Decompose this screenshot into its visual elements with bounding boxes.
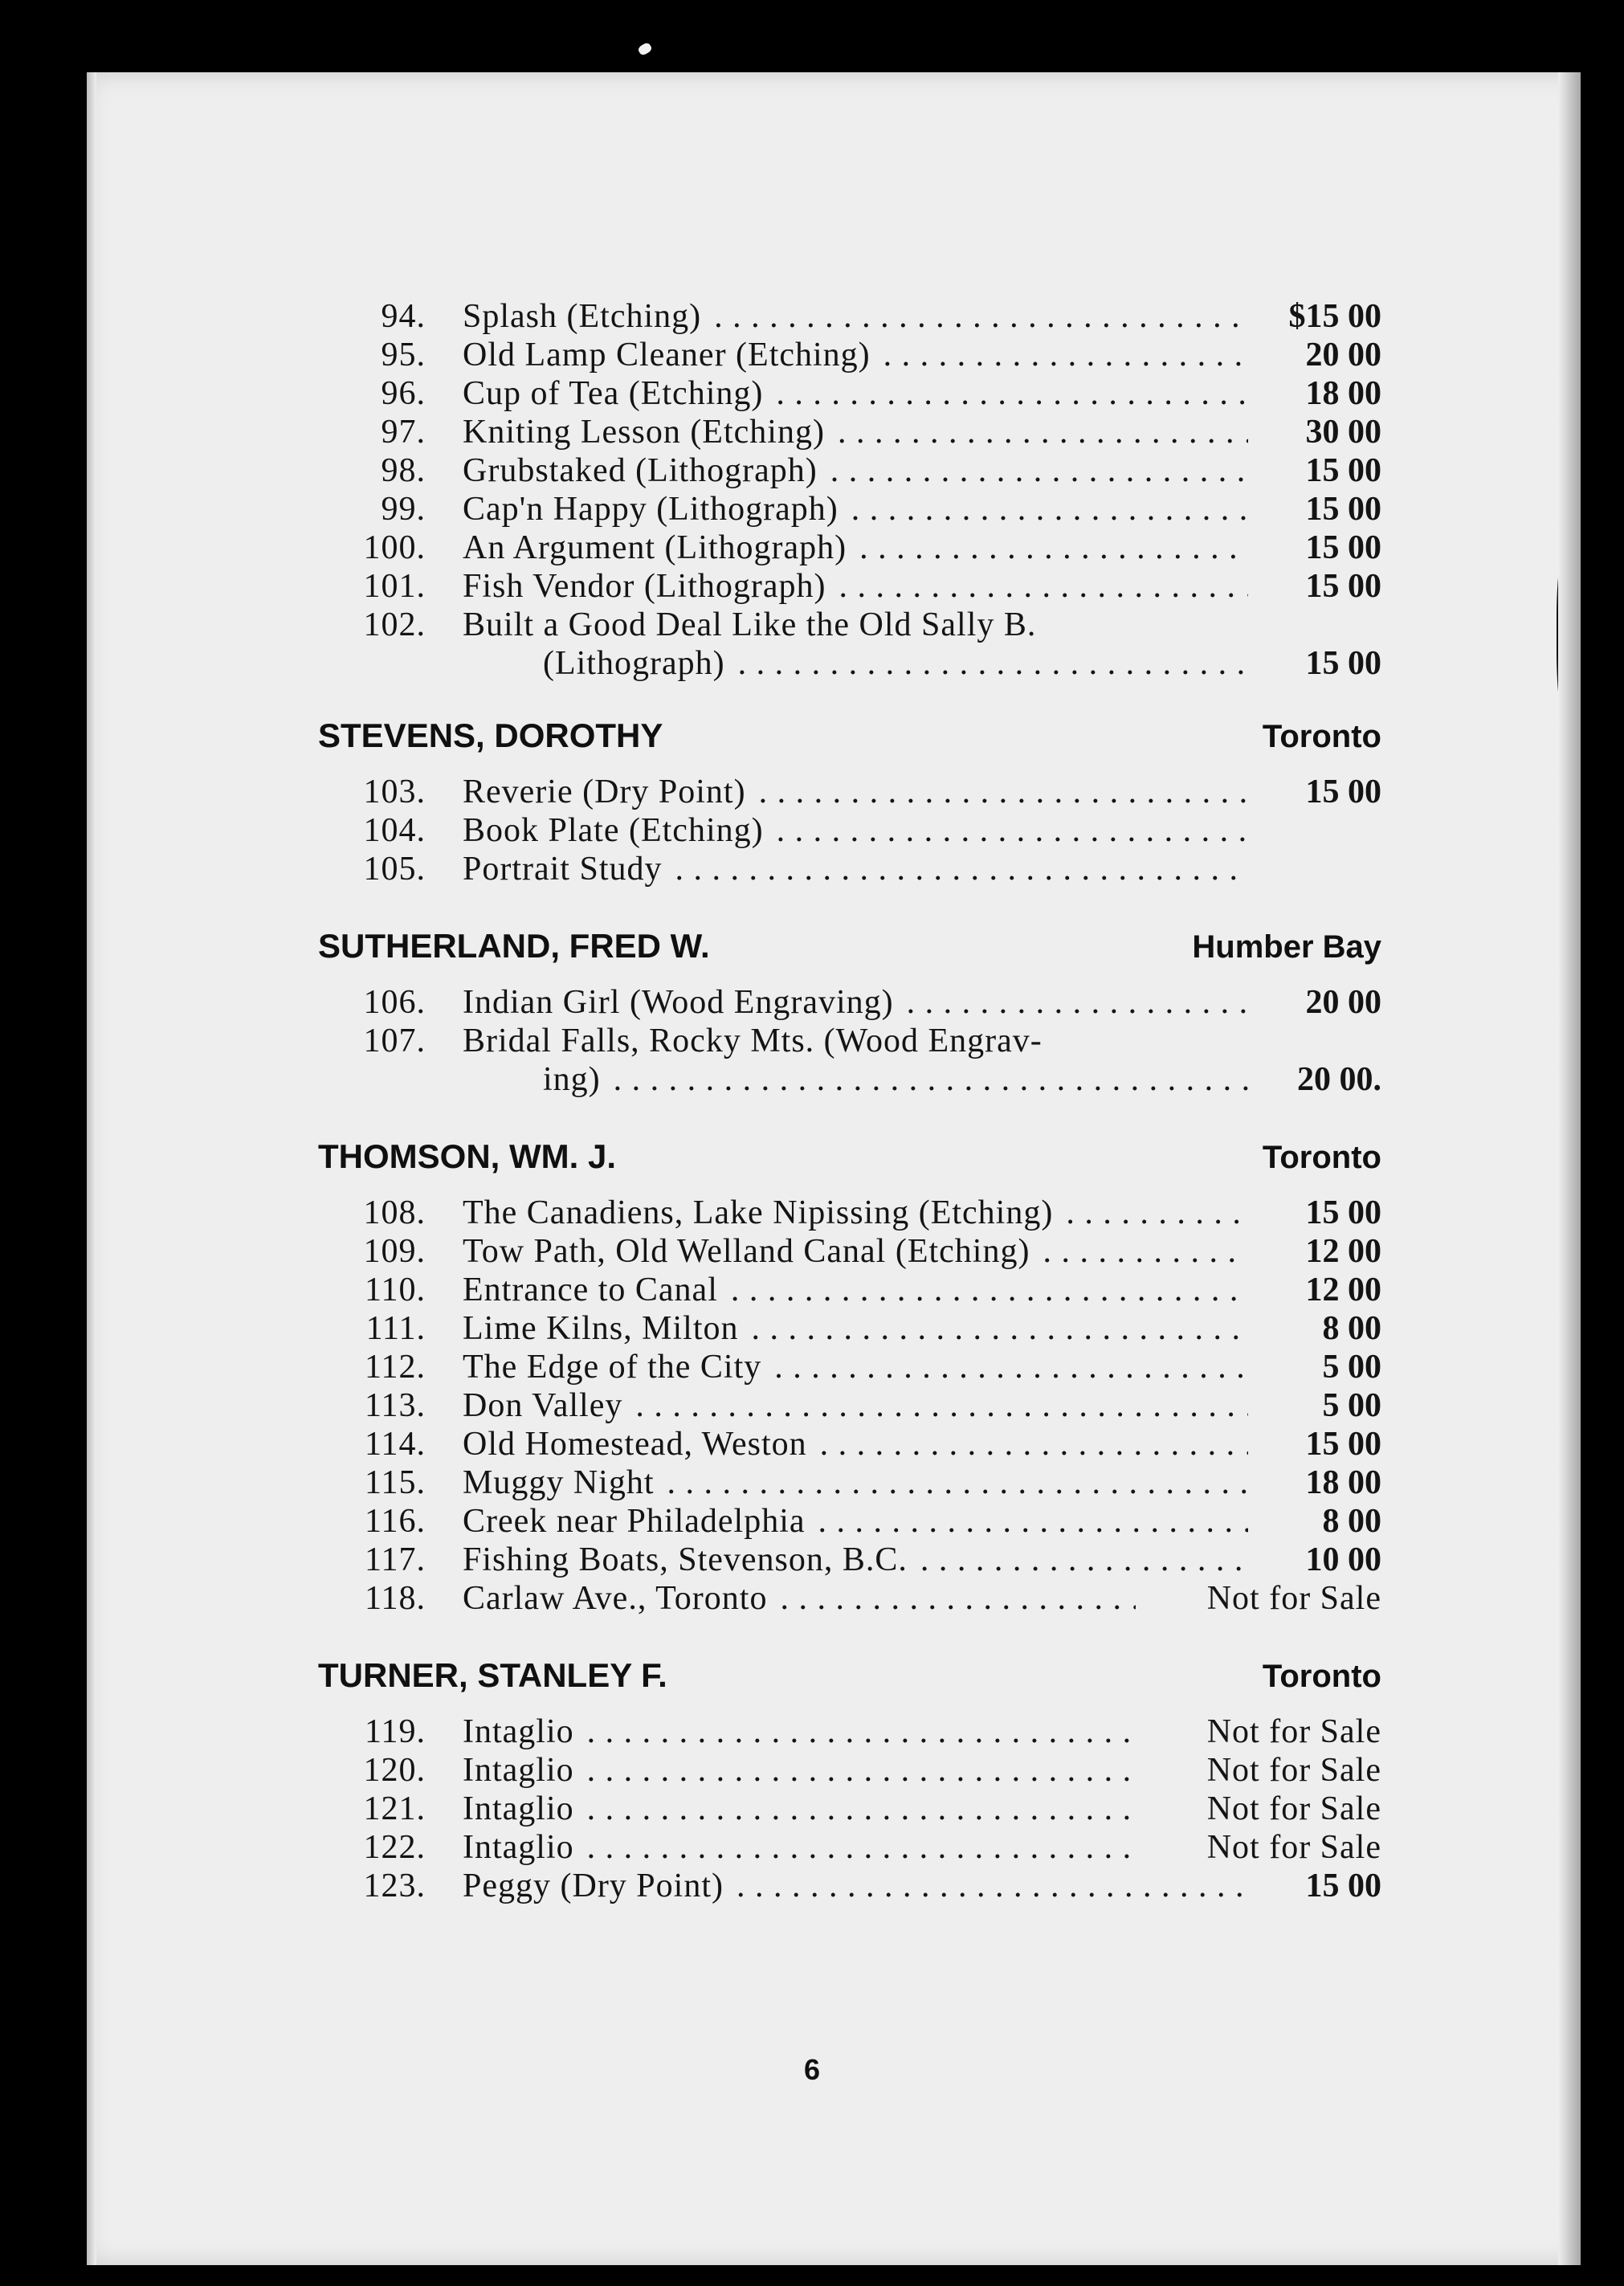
entry-title: ing) <box>543 1061 601 1098</box>
entry-price: 20 00 <box>1305 337 1381 374</box>
dot-leader <box>777 811 1248 850</box>
catalogue-entry <box>321 529 1381 567</box>
entry-number: 118. <box>365 1580 426 1617</box>
dot-leader <box>752 1309 1249 1348</box>
catalogue-entry <box>321 336 1381 374</box>
entry-title: Lime Kilns, Milton <box>463 1310 739 1347</box>
entry-title: Old Lamp Cleaner (Etching) <box>463 337 871 374</box>
dot-leader <box>859 529 1248 567</box>
entry-number: 100. <box>363 529 426 566</box>
catalogue-entry <box>321 1867 1381 1905</box>
catalogue-entry <box>321 850 1381 888</box>
entry-price: Not for Sale <box>1206 1829 1381 1866</box>
entry-number: 115. <box>365 1464 426 1501</box>
entry-price: 5 00 <box>1322 1349 1381 1386</box>
entry-title: Reverie (Dry Point) <box>463 774 746 810</box>
entry-number: 97. <box>381 414 426 451</box>
artist-heading <box>318 1656 1381 1701</box>
entry-price: 15 00 <box>1305 529 1381 566</box>
dot-leader <box>587 1828 1136 1867</box>
entry-number: 113. <box>365 1387 426 1424</box>
entry-price: 12 00 <box>1305 1233 1381 1270</box>
dot-leader <box>774 1348 1248 1386</box>
entry-number: 109. <box>363 1233 426 1270</box>
page-number: 6 <box>803 2053 821 2086</box>
entry-title: The Edge of the City <box>463 1349 762 1386</box>
artist-city: Toronto <box>1262 1659 1381 1694</box>
dot-leader <box>818 1502 1248 1541</box>
entry-title: Bridal Falls, Rocky Mts. (Wood Engrav- <box>463 1023 1043 1059</box>
entry-title: Intaglio <box>463 1713 574 1750</box>
entry-price: 15 00 <box>1305 774 1381 810</box>
entry-price: 15 00 <box>1305 452 1381 489</box>
artist-name: TURNER, STANLEY F. <box>318 1656 667 1694</box>
entry-price: 20 00. <box>1297 1061 1381 1098</box>
catalogue-entry <box>321 1309 1381 1348</box>
dot-leader <box>1043 1232 1248 1271</box>
catalogue-entry <box>321 1712 1381 1751</box>
entry-title: Creek near Philadelphia <box>463 1503 806 1540</box>
entry-price: 8 00 <box>1322 1503 1381 1540</box>
artist-city: Humber Bay <box>1192 929 1381 965</box>
catalogue-entry <box>321 1271 1381 1309</box>
catalogue-entry <box>321 606 1381 644</box>
dot-leader <box>851 490 1248 529</box>
entry-title: Built a Good Deal Like the Old Sally B. <box>463 606 1037 643</box>
catalogue-entry <box>321 1790 1381 1828</box>
entry-number: 94. <box>381 298 426 335</box>
artist-name: SUTHERLAND, FRED W. <box>318 927 710 965</box>
entry-number: 102. <box>363 606 426 643</box>
artist-city: Toronto <box>1262 719 1381 754</box>
entry-price: 15 00 <box>1305 645 1381 682</box>
entry-price: 15 00 <box>1305 1426 1381 1463</box>
catalogue-entry <box>321 1425 1381 1463</box>
entry-price: 12 00 <box>1305 1272 1381 1308</box>
dot-leader <box>780 1579 1136 1618</box>
entry-title: The Canadiens, Lake Nipissing (Etching) <box>463 1194 1054 1231</box>
entry-title: An Argument (Lithograph) <box>463 529 847 566</box>
dot-leader <box>675 850 1248 888</box>
entry-title: Old Homestead, Weston <box>463 1426 807 1463</box>
artist-name: STEVENS, DOROTHY <box>318 716 663 754</box>
dot-leader <box>614 1060 1248 1099</box>
entry-title: Muggy Night <box>463 1464 655 1501</box>
entry-price: 18 00 <box>1305 1464 1381 1501</box>
entry-number: 111. <box>365 1310 426 1347</box>
dot-leader <box>920 1541 1248 1579</box>
catalogue-entry <box>321 1348 1381 1386</box>
entry-price: 15 00 <box>1305 491 1381 528</box>
artist-name: THOMSON, WM. J. <box>318 1137 616 1175</box>
catalogue-entry <box>321 451 1381 490</box>
catalogue-entry <box>321 1060 1381 1099</box>
entry-title: Cap'n Happy (Lithograph) <box>463 491 839 528</box>
entry-title: Cup of Tea (Etching) <box>463 375 764 412</box>
entry-price: 18 00 <box>1305 375 1381 412</box>
catalogue-entry <box>321 1386 1381 1425</box>
entry-number: 99. <box>381 491 426 528</box>
entry-number: 106. <box>363 984 426 1021</box>
dot-leader <box>587 1712 1136 1751</box>
catalogue-entry <box>321 1022 1381 1060</box>
entry-price: 30 00 <box>1305 414 1381 451</box>
entry-number: 123. <box>363 1868 426 1904</box>
entry-title: Entrance to Canal <box>463 1272 718 1308</box>
entry-number: 105. <box>363 851 426 888</box>
entry-number: 104. <box>363 812 426 849</box>
catalogue-entry <box>321 1579 1381 1618</box>
artist-heading <box>318 927 1381 972</box>
catalogue-entry <box>321 1232 1381 1271</box>
catalogue-entry <box>321 644 1381 683</box>
entry-title: (Lithograph) <box>543 645 725 682</box>
entry-price: 10 00 <box>1305 1541 1381 1578</box>
entry-title: Kniting Lesson (Etching) <box>463 414 825 451</box>
dot-leader <box>737 1867 1248 1905</box>
dot-leader <box>776 374 1248 413</box>
artist-heading <box>318 716 1381 761</box>
entry-price: 20 00 <box>1305 984 1381 1021</box>
entry-title: Indian Girl (Wood Engraving) <box>463 984 894 1021</box>
artist-city: Toronto <box>1262 1140 1381 1175</box>
artist-heading <box>318 1137 1381 1182</box>
entry-title: Carlaw Ave., Toronto <box>463 1580 768 1617</box>
entry-price: 15 00 <box>1305 1194 1381 1231</box>
entry-number: 116. <box>365 1503 426 1540</box>
catalogue-entry <box>321 1751 1381 1790</box>
right-edge-mark-upper <box>1557 554 1574 715</box>
entry-title: Grubstaked (Lithograph) <box>463 452 818 489</box>
catalogue-entry <box>321 1502 1381 1541</box>
entry-number: 98. <box>381 452 426 489</box>
scan-speck <box>637 42 653 56</box>
catalogue-entry <box>321 1463 1381 1502</box>
entry-title: Splash (Etching) <box>463 298 702 335</box>
entry-price: 15 00 <box>1305 568 1381 605</box>
entry-price: 15 00 <box>1305 1868 1381 1904</box>
dot-leader <box>907 983 1248 1022</box>
catalogue-entry <box>321 1828 1381 1867</box>
dot-leader <box>587 1790 1136 1828</box>
entry-price: Not for Sale <box>1206 1580 1381 1617</box>
entry-number: 103. <box>363 774 426 810</box>
catalogue-entry <box>321 413 1381 451</box>
entry-title: Tow Path, Old Welland Canal (Etching) <box>463 1233 1030 1270</box>
entry-number: 121. <box>363 1790 426 1827</box>
dot-leader <box>759 773 1248 811</box>
dot-leader <box>714 297 1248 336</box>
entry-title: Intaglio <box>463 1829 574 1866</box>
entry-number: 122. <box>363 1829 426 1866</box>
catalogue-entry <box>321 490 1381 529</box>
dot-leader <box>820 1425 1248 1463</box>
entry-title: Intaglio <box>463 1752 574 1789</box>
catalogue-entry <box>321 567 1381 606</box>
price-list <box>318 297 1381 1905</box>
entry-title: Book Plate (Etching) <box>463 812 764 849</box>
catalogue-entry <box>321 297 1381 336</box>
dot-leader <box>1066 1194 1248 1232</box>
catalogue-entry <box>321 374 1381 413</box>
entry-price: Not for Sale <box>1206 1752 1381 1789</box>
dot-leader <box>587 1751 1136 1790</box>
entry-title: Fish Vendor (Lithograph) <box>463 568 826 605</box>
entry-title: Peggy (Dry Point) <box>463 1868 724 1904</box>
entry-price: 8 00 <box>1322 1310 1381 1347</box>
entry-price: $15 00 <box>1288 298 1381 335</box>
catalogue-entry <box>321 983 1381 1022</box>
dot-leader <box>731 1271 1248 1309</box>
dot-leader <box>738 644 1248 683</box>
dot-leader <box>830 451 1248 490</box>
entry-number: 110. <box>365 1272 426 1308</box>
entry-number: 112. <box>365 1349 426 1386</box>
catalogue-entry <box>321 811 1381 850</box>
entry-title: Portrait Study <box>463 851 663 888</box>
entry-number: 101. <box>363 568 426 605</box>
entry-number: 114. <box>365 1426 426 1463</box>
entry-title: Intaglio <box>463 1790 574 1827</box>
entry-number: 119. <box>365 1713 426 1750</box>
entry-price: Not for Sale <box>1206 1713 1381 1750</box>
right-edge-mark-lower <box>1558 1663 1573 1799</box>
entry-number: 107. <box>363 1023 426 1059</box>
entry-number: 108. <box>363 1194 426 1231</box>
dot-leader <box>667 1463 1248 1502</box>
entry-title: Fishing Boats, Stevenson, B.C. <box>463 1541 908 1578</box>
entry-number: 96. <box>381 375 426 412</box>
dot-leader <box>635 1386 1248 1425</box>
dot-leader <box>839 567 1248 606</box>
dot-leader <box>838 413 1248 451</box>
entry-price: 5 00 <box>1322 1387 1381 1424</box>
entry-price: Not for Sale <box>1206 1790 1381 1827</box>
entry-number: 95. <box>381 337 426 374</box>
catalogue-entry <box>321 1194 1381 1232</box>
entry-number: 117. <box>365 1541 426 1578</box>
catalogue-entry <box>321 1541 1381 1579</box>
entry-number: 120. <box>363 1752 426 1789</box>
dot-leader <box>883 336 1248 374</box>
catalogue-entry <box>321 773 1381 811</box>
entry-title: Don Valley <box>463 1387 623 1424</box>
